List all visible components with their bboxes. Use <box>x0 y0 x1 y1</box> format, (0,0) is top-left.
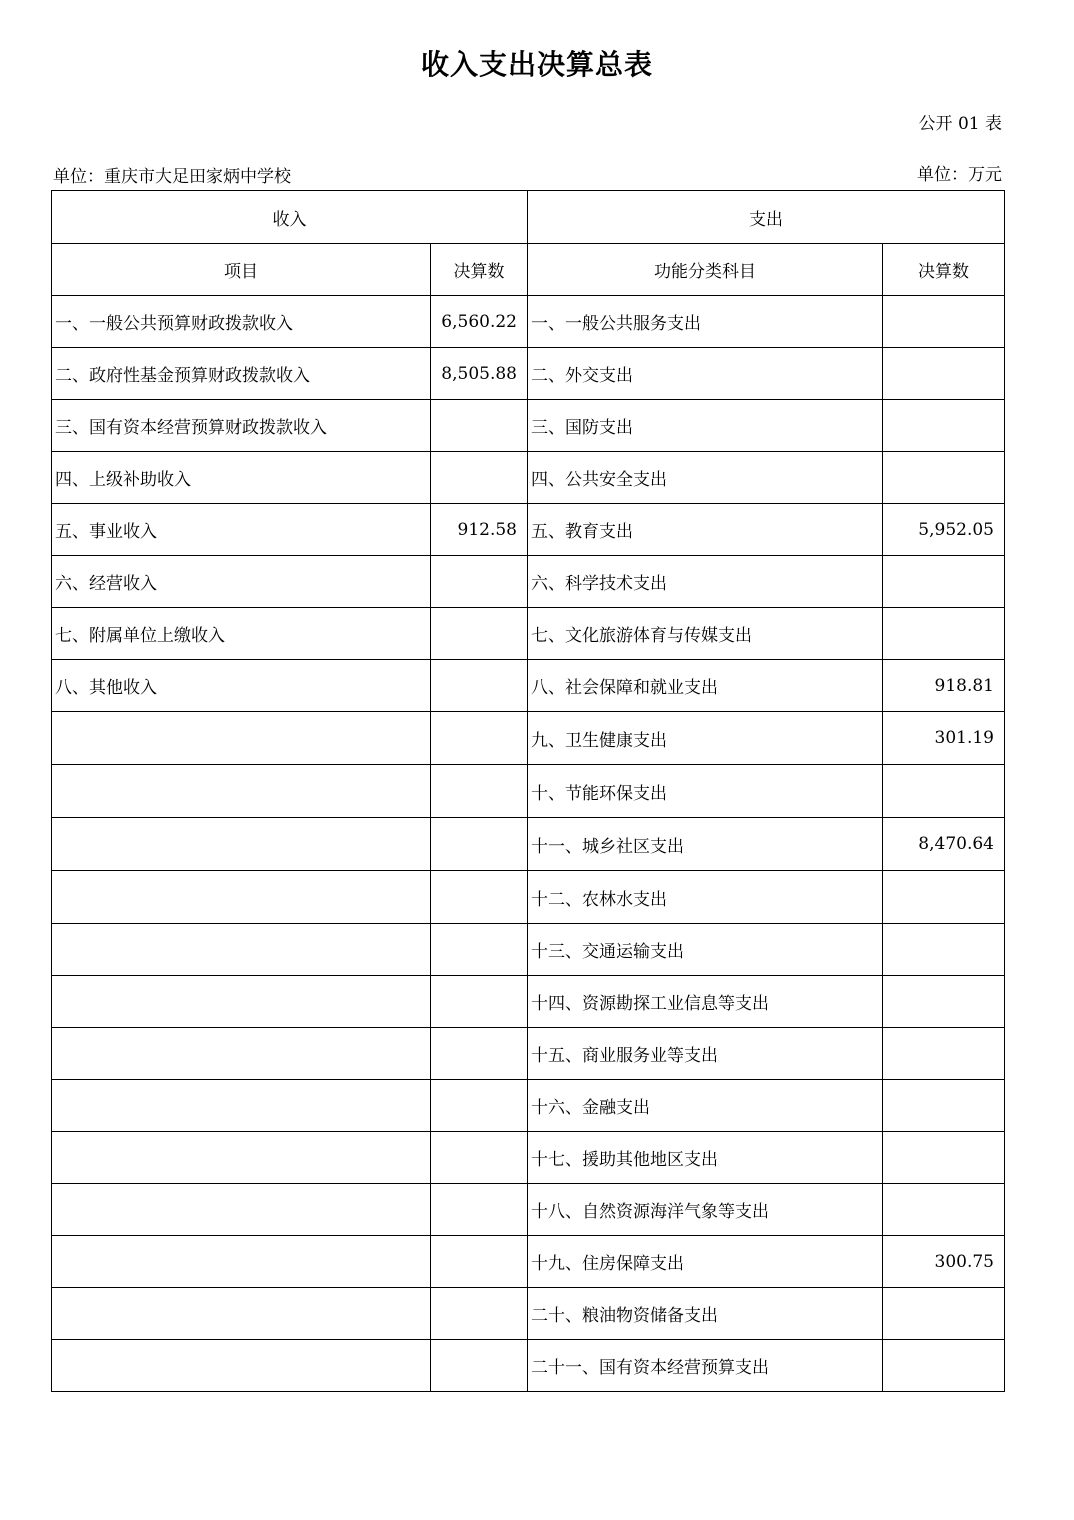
expense-amount <box>883 556 1005 608</box>
expense-item: 十三、交通运输支出 <box>528 924 883 976</box>
income-amount <box>431 1236 528 1288</box>
income-item <box>52 765 431 818</box>
income-amount <box>431 452 528 504</box>
income-item <box>52 1028 431 1080</box>
expense-amount: 301.19 <box>883 712 1005 765</box>
income-item <box>52 871 431 924</box>
expense-item: 十二、农林水支出 <box>528 871 883 924</box>
income-amount <box>431 976 528 1028</box>
expense-item: 七、文化旅游体育与传媒支出 <box>528 608 883 660</box>
expense-amount: 300.75 <box>883 1236 1005 1288</box>
income-amount <box>431 1132 528 1184</box>
income-amount <box>431 924 528 976</box>
expense-item: 十一、城乡社区支出 <box>528 818 883 871</box>
expense-item: 十四、资源勘探工业信息等支出 <box>528 976 883 1028</box>
expense-amount <box>883 1288 1005 1340</box>
income-item: 七、附属单位上缴收入 <box>52 608 431 660</box>
expense-amount: 8,470.64 <box>883 818 1005 871</box>
header-amount: 决算数 <box>431 244 528 296</box>
expense-item: 十七、援助其他地区支出 <box>528 1132 883 1184</box>
income-amount <box>431 1184 528 1236</box>
expense-item: 九、卫生健康支出 <box>528 712 883 765</box>
expense-item: 八、社会保障和就业支出 <box>528 660 883 712</box>
expense-amount <box>883 1080 1005 1132</box>
budget-summary-table <box>51 190 1005 1392</box>
expense-item: 十、节能环保支出 <box>528 765 883 818</box>
page-title: 收入支出决算总表 <box>420 48 653 81</box>
header-row-columns <box>52 244 1005 296</box>
expense-amount <box>883 1028 1005 1080</box>
table-row <box>52 1028 1005 1080</box>
table-row <box>52 1132 1005 1184</box>
expense-amount <box>883 608 1005 660</box>
expense-amount <box>883 1184 1005 1236</box>
expense-item: 二、外交支出 <box>528 348 883 400</box>
table-row <box>52 400 1005 452</box>
expense-item: 一、一般公共服务支出 <box>528 296 883 348</box>
expense-amount <box>883 765 1005 818</box>
header-row-group <box>52 191 1005 244</box>
income-item <box>52 976 431 1028</box>
form-number: 公开 01 表 <box>918 114 1002 134</box>
income-item: 四、上级补助收入 <box>52 452 431 504</box>
expense-item: 十五、商业服务业等支出 <box>528 1028 883 1080</box>
table-row <box>52 1340 1005 1392</box>
expense-item: 五、教育支出 <box>528 504 883 556</box>
table-row <box>52 1184 1005 1236</box>
table-row <box>52 712 1005 765</box>
income-item <box>52 1236 431 1288</box>
table-row <box>52 504 1005 556</box>
table-row <box>52 660 1005 712</box>
table-row <box>52 976 1005 1028</box>
income-item: 一、一般公共预算财政拨款收入 <box>52 296 431 348</box>
table-row <box>52 1288 1005 1340</box>
income-amount <box>431 1340 528 1392</box>
expense-item: 六、科学技术支出 <box>528 556 883 608</box>
income-item <box>52 1288 431 1340</box>
unit-currency: 单位：万元 <box>917 165 1002 185</box>
income-item <box>52 818 431 871</box>
table-row <box>52 765 1005 818</box>
header-income: 收入 <box>52 191 528 244</box>
income-amount <box>431 556 528 608</box>
table-row <box>52 452 1005 504</box>
header-expense: 支出 <box>528 191 1005 244</box>
expense-amount <box>883 348 1005 400</box>
income-item <box>52 1132 431 1184</box>
income-item: 八、其他收入 <box>52 660 431 712</box>
income-amount <box>431 1288 528 1340</box>
income-amount <box>431 1080 528 1132</box>
income-amount <box>431 818 528 871</box>
expense-item: 四、公共安全支出 <box>528 452 883 504</box>
expense-amount <box>883 1340 1005 1392</box>
income-item: 三、国有资本经营预算财政拨款收入 <box>52 400 431 452</box>
income-item <box>52 712 431 765</box>
expense-amount: 918.81 <box>883 660 1005 712</box>
expense-item: 十六、金融支出 <box>528 1080 883 1132</box>
income-item <box>52 924 431 976</box>
header-item: 项目 <box>52 244 431 296</box>
income-amount <box>431 400 528 452</box>
expense-item: 三、国防支出 <box>528 400 883 452</box>
income-amount <box>431 660 528 712</box>
expense-amount <box>883 400 1005 452</box>
income-amount <box>431 1028 528 1080</box>
expense-item: 十八、自然资源海洋气象等支出 <box>528 1184 883 1236</box>
table-row <box>52 296 1005 348</box>
income-item <box>52 1340 431 1392</box>
income-item: 六、经营收入 <box>52 556 431 608</box>
table-row <box>52 608 1005 660</box>
table-row <box>52 556 1005 608</box>
table-row <box>52 1080 1005 1132</box>
income-amount <box>431 871 528 924</box>
income-item: 五、事业收入 <box>52 504 431 556</box>
table-row <box>52 1236 1005 1288</box>
expense-amount <box>883 1132 1005 1184</box>
table-row <box>52 348 1005 400</box>
table-row <box>52 924 1005 976</box>
table-row <box>52 871 1005 924</box>
income-amount: 6,560.22 <box>431 296 528 348</box>
expense-item: 十九、住房保障支出 <box>528 1236 883 1288</box>
income-amount <box>431 765 528 818</box>
header-func-item: 功能分类科目 <box>528 244 883 296</box>
expense-amount <box>883 296 1005 348</box>
header-amount-expense: 决算数 <box>883 244 1005 296</box>
income-amount: 912.58 <box>431 504 528 556</box>
income-item: 二、政府性基金预算财政拨款收入 <box>52 348 431 400</box>
expense-amount <box>883 452 1005 504</box>
expense-amount: 5,952.05 <box>883 504 1005 556</box>
expense-item: 二十、粮油物资储备支出 <box>528 1288 883 1340</box>
expense-item: 二十一、国有资本经营预算支出 <box>528 1340 883 1392</box>
income-amount: 8,505.88 <box>431 348 528 400</box>
table-row <box>52 818 1005 871</box>
income-amount <box>431 712 528 765</box>
income-amount <box>431 608 528 660</box>
expense-amount <box>883 871 1005 924</box>
expense-amount <box>883 924 1005 976</box>
unit-organization: 单位：重庆市大足田家炳中学校 <box>53 167 291 187</box>
expense-amount <box>883 976 1005 1028</box>
income-item <box>52 1080 431 1132</box>
income-item <box>52 1184 431 1236</box>
